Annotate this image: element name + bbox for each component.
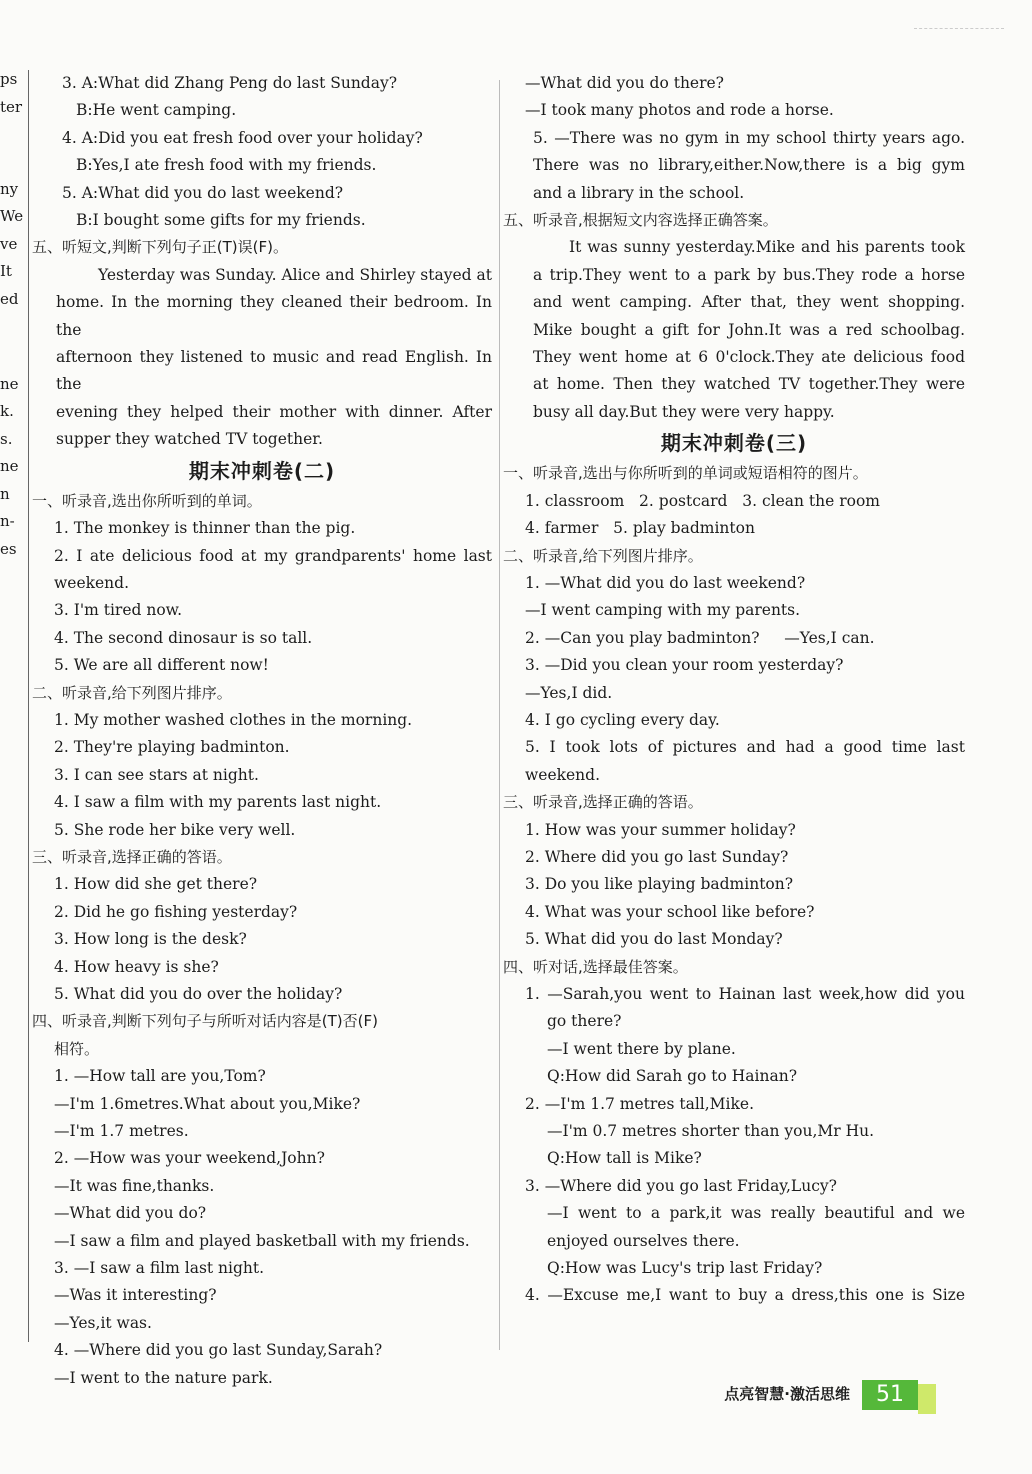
item-line: 5. What did you do last Monday? xyxy=(525,930,783,949)
text-line: B:He went camping. xyxy=(76,101,237,120)
text-line: B:Yes,I ate fresh food with my friends. xyxy=(76,156,377,175)
item-line: 4. farmer 5. play badminton xyxy=(525,519,755,538)
item-line: 2. —Can you play badminton? —Yes,I can. xyxy=(525,628,875,647)
item-line: 1. My mother washed clothes in the morning. xyxy=(54,710,413,729)
dialog-line: Q:How did Sarah go to Hainan? xyxy=(547,1067,798,1086)
item-line: 4. What was your school like before? xyxy=(525,902,815,921)
item-line: 4. The second dinosaur is so tall. xyxy=(54,628,313,647)
section-heading-cont: 相符。 xyxy=(54,1039,100,1058)
item-line: 5. We are all different now! xyxy=(54,656,269,675)
item-line: 2. I ate delicious food at my grandparents' home last xyxy=(54,546,492,565)
fragment: ne xyxy=(0,457,19,475)
dialog-line: 1. —Sarah,you went to Hainan last week,how did you xyxy=(525,985,965,1003)
item-line: —Yes,I did. xyxy=(525,683,613,702)
item-line: 4. How heavy is she? xyxy=(54,957,219,976)
section-heading: 三、听录音,选择正确的答语。 xyxy=(32,847,232,866)
dialog-line: 3. —I saw a film last night. xyxy=(54,1259,265,1278)
passage-line: It was sunny yesterday.Mike and his parents took xyxy=(569,238,965,257)
page-number-tab xyxy=(918,1384,936,1414)
passage-line: home. In the morning they cleaned their bedroom. In the xyxy=(56,293,492,339)
dialog-line: —I'm 1.7 metres. xyxy=(54,1122,189,1141)
dialog-line: and a library in the school. xyxy=(533,183,745,202)
passage-line: and went camping. After that, they went shopping. xyxy=(533,293,965,312)
dialog-line: —I went there by plane. xyxy=(547,1039,736,1058)
section-heading: 五、听短文,判断下列句子正(T)误(F)。 xyxy=(32,238,288,257)
section-heading: 四、听录音,判断下列句子与所听对话内容是(T)否(F) xyxy=(32,1012,378,1031)
fragment: ve xyxy=(0,235,18,253)
dialog-line: enjoyed ourselves there. xyxy=(547,1231,740,1250)
item-line: 1. How was your summer holiday? xyxy=(525,820,796,839)
dialog-line: —I went to a park,it was really beautiful and we xyxy=(547,1204,965,1223)
item-line: 1. How did she get there? xyxy=(54,875,258,894)
passage-line: supper they watched TV together. xyxy=(56,430,323,449)
text-line: 3. A:What did Zhang Peng do last Sunday? xyxy=(62,74,398,92)
dialog-line: 4. —Excuse me,I want to buy a dress,this one is Size xyxy=(525,1286,965,1305)
dialog-line: —What did you do there? xyxy=(525,74,724,92)
dialog-line: Q:How was Lucy's trip last Friday? xyxy=(547,1259,823,1278)
dialog-line: There was no library,either.Now,there is a big gym xyxy=(533,156,965,175)
dialog-line: —I went to the nature park. xyxy=(54,1368,273,1387)
dialog-line: Q:How tall is Mike? xyxy=(547,1149,702,1168)
fragment: n xyxy=(0,485,10,503)
dialog-line: —What did you do? xyxy=(54,1204,207,1223)
dialog-line: —Yes,it was. xyxy=(54,1313,152,1332)
left-column xyxy=(32,70,492,1392)
section-heading: 四、听对话,选择最佳答案。 xyxy=(503,957,688,976)
dialog-line: —I saw a film and played basketball with my friends. xyxy=(54,1231,470,1250)
dialog-line: —It was fine,thanks. xyxy=(54,1176,215,1195)
fragment: ny xyxy=(0,180,19,198)
binding-line xyxy=(28,70,29,1342)
section-heading: 五、听录音,根据短文内容选择正确答案。 xyxy=(503,211,778,230)
item-line: 3. —Did you clean your room yesterday? xyxy=(525,656,844,675)
section-heading: 三、听录音,选择正确的答语。 xyxy=(503,793,703,812)
fragment: It xyxy=(0,262,12,280)
exam-title-3: 期末冲刺卷(三) xyxy=(660,431,808,456)
dialog-line: 2. —How was your weekend,John? xyxy=(54,1149,325,1168)
section-heading: 一、听录音,选出你所听到的单词。 xyxy=(32,491,262,510)
footer-brand: 点亮智慧·激活思维 xyxy=(724,1385,850,1403)
text-line: 4. A:Did you eat fresh food over your holiday? xyxy=(62,128,423,147)
dialog-line: 2. —I'm 1.7 metres tall,Mike. xyxy=(525,1094,754,1113)
item-line: 1. —What did you do last weekend? xyxy=(525,573,806,592)
item-line: 2. They're playing badminton. xyxy=(54,738,290,757)
section-heading: 二、听录音,给下列图片排序。 xyxy=(503,546,703,565)
dialog-line: 3. —Where did you go last Friday,Lucy? xyxy=(525,1176,837,1195)
section-heading: 一、听录音,选出与你所听到的单词或短语相符的图片。 xyxy=(503,464,868,483)
dialog-line: go there? xyxy=(547,1012,622,1031)
passage-line: at home. Then they watched TV together.They were xyxy=(533,375,965,394)
section-heading: 二、听录音,给下列图片排序。 xyxy=(32,683,232,702)
exam-title-2: 期末冲刺卷(二) xyxy=(188,458,336,483)
item-line: 5. What did you do over the holiday? xyxy=(54,985,343,1003)
dialog-line: 5. —There was no gym in my school thirty years ago. xyxy=(533,128,965,147)
item-line: 5. I took lots of pictures and had a good time last xyxy=(525,738,965,757)
passage-line: busy all day.But they were very happy. xyxy=(533,402,835,421)
dialog-line: —Was it interesting? xyxy=(54,1286,217,1305)
item-line: 5. She rode her bike very well. xyxy=(54,820,296,839)
item-line: weekend. xyxy=(525,765,601,784)
column-divider xyxy=(499,80,500,1350)
fragment: We xyxy=(0,207,24,225)
item-line: 2. Where did you go last Sunday? xyxy=(525,847,789,866)
fragment: es xyxy=(0,540,17,558)
page-number: 51 xyxy=(862,1380,918,1410)
dialog-line: 4. —Where did you go last Sunday,Sarah? xyxy=(54,1341,383,1360)
passage-line: Yesterday was Sunday. Alice and Shirley stayed at xyxy=(98,265,492,284)
text-line: 5. A:What did you do last weekend? xyxy=(62,183,344,202)
dialog-line: —I'm 1.6metres.What about you,Mike? xyxy=(54,1094,361,1113)
fragment: ne xyxy=(0,375,19,393)
fragment: ter xyxy=(0,98,23,116)
corner-scan-mark xyxy=(914,28,1004,35)
right-column xyxy=(503,70,965,1310)
passage-line: a trip.They went to a park by bus.They rode a horse xyxy=(533,265,965,284)
item-line: 3. How long is the desk? xyxy=(54,930,247,949)
fragment: ps xyxy=(0,70,18,88)
fragment: k. xyxy=(0,402,14,420)
item-line: 4. I go cycling every day. xyxy=(525,710,720,729)
passage-line: evening they helped their mother with dinner. After xyxy=(56,402,492,421)
passage-line: afternoon they listened to music and read English. In the xyxy=(56,348,492,394)
text-line: B:I bought some gifts for my friends. xyxy=(76,211,366,230)
dialog-line: 1. —How tall are you,Tom? xyxy=(54,1067,266,1086)
item-line: 1. classroom 2. postcard 3. clean the room xyxy=(525,491,881,510)
dialog-line: —I'm 0.7 metres shorter than you,Mr Hu. xyxy=(547,1122,875,1141)
item-line: 3. Do you like playing badminton? xyxy=(525,875,794,894)
item-line: 3. I can see stars at night. xyxy=(54,765,259,784)
item-line: —I went camping with my parents. xyxy=(525,601,801,620)
fragment: ed xyxy=(0,290,19,308)
fragment: n- xyxy=(0,512,15,530)
dialog-line: —I took many photos and rode a horse. xyxy=(525,101,834,120)
passage-line: They went home at 6 0'clock.They ate delicious food xyxy=(533,348,965,367)
item-line: 3. I'm tired now. xyxy=(54,601,183,620)
passage-line: Mike bought a gift for John.It was a red schoolbag. xyxy=(533,320,965,339)
fragment: s. xyxy=(0,430,13,448)
item-line: 4. I saw a film with my parents last night. xyxy=(54,793,382,812)
item-line: 1. The monkey is thinner than the pig. xyxy=(54,519,356,538)
item-line: weekend. xyxy=(54,573,130,592)
item-line: 2. Did he go fishing yesterday? xyxy=(54,902,298,921)
